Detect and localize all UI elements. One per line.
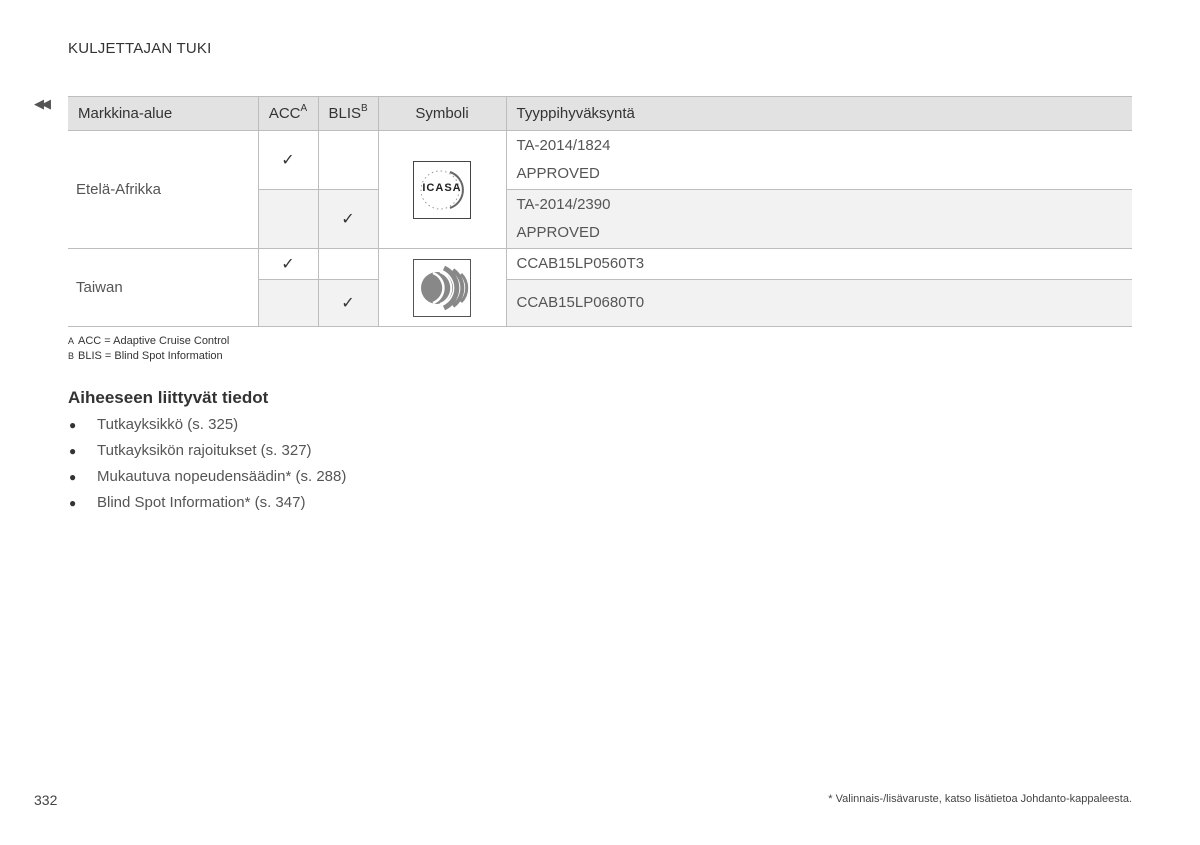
approval-cell bbox=[506, 280, 1132, 327]
symbol-cell bbox=[378, 249, 506, 327]
market-cell: Etelä-Afrikka bbox=[68, 131, 258, 249]
icasa-logo-text: ICASA bbox=[422, 181, 462, 194]
bullet-icon: ● bbox=[69, 496, 77, 510]
related-info-section bbox=[68, 388, 346, 516]
header-market: Markkina-alue bbox=[68, 97, 258, 131]
back-arrows-icon[interactable]: ◀◀ bbox=[34, 96, 48, 111]
blis-check-icon: ✓ bbox=[318, 190, 378, 249]
symbol-cell bbox=[378, 131, 506, 249]
header-symbol: Symboli bbox=[378, 97, 506, 131]
approval-number: TA-2014/2390 bbox=[516, 196, 611, 213]
footnote: B BLIS = Blind Spot Information bbox=[68, 350, 223, 362]
blis-empty-cell bbox=[318, 249, 378, 280]
bullet-icon: ● bbox=[69, 418, 77, 432]
related-info-list bbox=[68, 412, 346, 516]
acc-check-icon: ✓ bbox=[258, 131, 318, 190]
footnotes bbox=[68, 334, 229, 364]
approval-number: CCAB15LP0560T3 bbox=[516, 255, 645, 272]
ncc-logo-icon bbox=[413, 259, 471, 317]
table-row bbox=[68, 249, 1132, 280]
page-number: 332 bbox=[34, 792, 58, 808]
table-row bbox=[68, 131, 1132, 190]
approval-number: TA-2014/1824 bbox=[516, 137, 611, 154]
related-link[interactable]: Blind Spot Information* (s. 347) bbox=[97, 494, 306, 511]
table-header-row bbox=[68, 97, 1132, 131]
footnote: A ACC = Adaptive Cruise Control bbox=[68, 335, 230, 347]
approval-table bbox=[68, 96, 1132, 327]
bullet-icon: ● bbox=[69, 444, 77, 458]
approval-cell bbox=[506, 131, 1132, 190]
approval-cell bbox=[506, 190, 1132, 249]
acc-empty-cell bbox=[258, 280, 318, 327]
acc-empty-cell bbox=[258, 190, 318, 249]
list-item bbox=[68, 490, 346, 516]
related-info-title: Aiheeseen liittyvät tiedot bbox=[68, 388, 269, 407]
header-approval: Tyyppihyväksyntä bbox=[506, 97, 1132, 131]
approval-status: APPROVED bbox=[516, 224, 600, 241]
acc-check-icon: ✓ bbox=[258, 249, 318, 280]
list-item bbox=[68, 464, 346, 490]
market-cell: Taiwan bbox=[68, 249, 258, 327]
bullet-icon: ● bbox=[69, 470, 77, 484]
blis-check-icon: ✓ bbox=[318, 280, 378, 327]
approval-number: CCAB15LP0680T0 bbox=[516, 294, 645, 311]
approval-table-wrapper bbox=[68, 96, 1132, 327]
related-link[interactable]: Tutkayksikkö (s. 325) bbox=[97, 416, 239, 433]
approval-status: APPROVED bbox=[516, 165, 600, 182]
related-link[interactable]: Mukautuva nopeudensäädin* (s. 288) bbox=[97, 468, 347, 485]
related-link[interactable]: Tutkayksikön rajoitukset (s. 327) bbox=[97, 442, 312, 459]
list-item bbox=[68, 412, 346, 438]
footer-note: * Valinnais-/lisävaruste, katso lisätietoa Johdanto-kappaleesta. bbox=[828, 793, 1132, 805]
blis-empty-cell bbox=[318, 131, 378, 190]
icasa-logo-icon bbox=[413, 161, 471, 219]
section-title: KULJETTAJAN TUKI bbox=[68, 40, 212, 57]
header-acc: $ACC^A$ bbox=[258, 97, 318, 131]
header-blis: $BLIS^B$ bbox=[318, 97, 378, 131]
approval-cell bbox=[506, 249, 1132, 280]
list-item bbox=[68, 438, 346, 464]
